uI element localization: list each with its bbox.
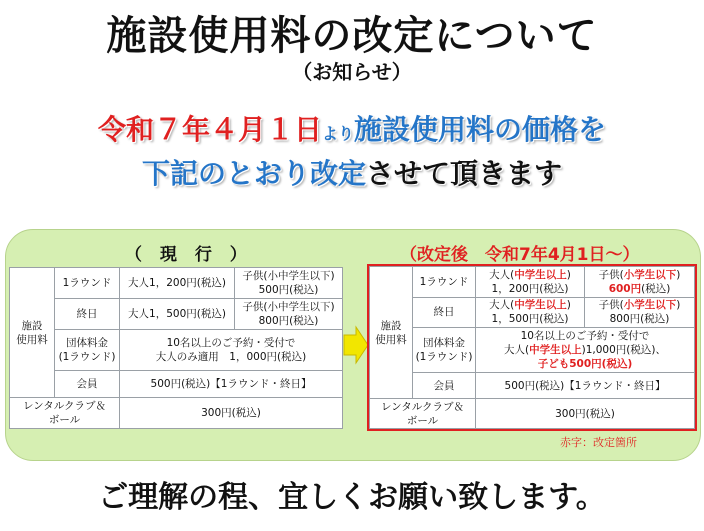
- adult-suffix: ): [566, 299, 571, 312]
- weekend-child-amount: 800円(税込): [609, 313, 670, 326]
- round-child-price: 子供(小中学生以下) 500円(税込): [235, 268, 343, 299]
- child-prefix: 子供(: [598, 268, 624, 281]
- weekend-child-price: [585, 297, 695, 328]
- page-subtitle: （お知らせ）: [292, 60, 412, 84]
- group-price: 10名以上のご予約・受付で 大人のみ適用 1，000円(税込): [120, 329, 343, 370]
- category-cell: 施設 使用料: [10, 268, 55, 398]
- round-child-amount-red: 600円: [608, 282, 642, 295]
- round-adult-price: [476, 267, 585, 298]
- adult-suffix: ): [566, 268, 571, 281]
- notice-line2-black: させて頂きます: [366, 157, 563, 190]
- round-adult-amount: 1，200円(税込): [491, 282, 569, 295]
- weekend-adult-price: [476, 297, 585, 328]
- right-arrow-icon: [343, 325, 369, 365]
- group-line-2a: 大人(: [504, 344, 530, 357]
- group-line-1: 10名以上のご予約・受付で: [520, 330, 650, 343]
- member-price: 500円(税込)【1ラウンド・終日】: [476, 372, 695, 398]
- child-age-red: 小学生以下: [623, 268, 677, 281]
- adult-prefix: 大人(: [489, 268, 515, 281]
- round-adult-price: 大人1，200円(税込): [120, 268, 235, 299]
- notice-line-1: [0, 110, 704, 154]
- rental-price: 300円(税込): [476, 399, 695, 429]
- weekend-adult-amount: 1，500円(税込): [491, 313, 569, 326]
- weekend-adult-price: 大人1，500円(税込): [120, 298, 235, 329]
- member-label: 会員: [413, 372, 476, 398]
- group-line-2b: )1,000円(税込)、: [581, 344, 666, 357]
- page-title: 施設使用料の改定について: [106, 13, 598, 59]
- group-label: 団体料金 (1ラウンド): [55, 329, 120, 370]
- round-label: 1ラウンド: [413, 267, 476, 298]
- rental-label: レンタルクラブ＆ ボール: [10, 398, 120, 429]
- notice-line1-text: 施設使用料の価格を: [354, 113, 607, 146]
- notice-yori: より: [321, 124, 354, 143]
- round-label: 1ラウンド: [55, 268, 120, 299]
- current-fees-label: （ 現 行 ）: [125, 245, 253, 265]
- round-child-amount-tax: (税込): [641, 282, 671, 295]
- rental-label: レンタルクラブ＆ ボール: [370, 399, 476, 429]
- member-price: 500円(税込)【1ラウンド・終日】: [120, 371, 343, 398]
- child-suffix: ): [676, 299, 681, 312]
- weekend-label: 終日: [55, 298, 120, 329]
- revision-note: 赤字：改定箇所: [560, 436, 637, 449]
- child-age-red: 小学生以下: [623, 299, 677, 312]
- child-suffix: ): [676, 268, 681, 281]
- child-prefix: 子供(: [598, 299, 624, 312]
- adult-prefix: 大人(: [489, 299, 515, 312]
- group-child-price-red: 子ども500円(税込): [537, 358, 633, 371]
- group-label: 団体料金 (1ラウンド): [413, 328, 476, 373]
- round-child-price: [585, 267, 695, 298]
- category-cell: 施設 使用料: [370, 267, 413, 399]
- rental-price: 300円(税込): [120, 398, 343, 429]
- weekend-child-price: 子供(小中学生以下) 800円(税込): [235, 298, 343, 329]
- adult-age-red: 中学生以上: [514, 268, 567, 281]
- revised-fees-label: （改定後 令和7年4月1日～）: [400, 245, 640, 265]
- group-price: [476, 328, 695, 373]
- notice-line2-blue: 下記のとおり改定: [141, 157, 366, 190]
- member-label: 会員: [55, 371, 120, 398]
- closing-message: ご理解の程、宜しくお願い致します。: [98, 480, 606, 515]
- revised-fee-table: [369, 266, 695, 429]
- notice-text: [0, 110, 704, 194]
- notice-line-2: [0, 154, 704, 194]
- current-fee-table: [9, 267, 343, 429]
- weekend-label: 終日: [413, 297, 476, 328]
- effective-date: 令和７年４月１日: [97, 113, 322, 146]
- group-age-red: 中学生以上: [529, 344, 582, 357]
- adult-age-red: 中学生以上: [514, 299, 567, 312]
